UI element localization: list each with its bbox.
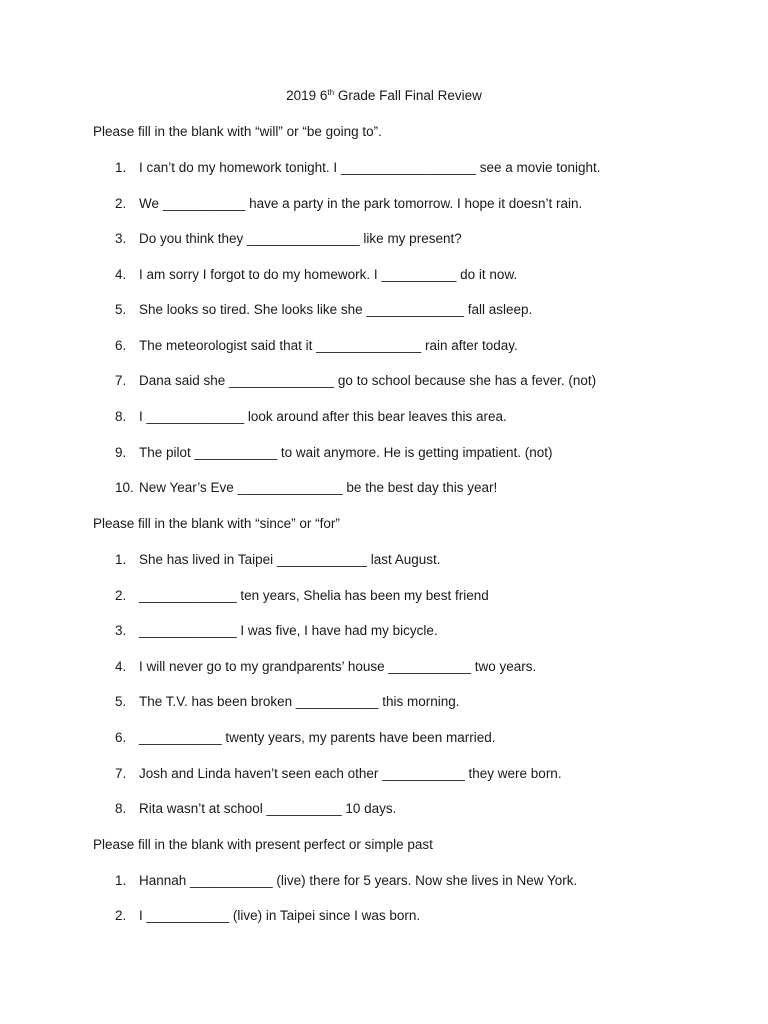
title-superscript: th <box>327 88 335 97</box>
question-number: 8. <box>115 801 127 816</box>
question-number: 2. <box>115 588 127 603</box>
question-number: 1. <box>115 160 127 175</box>
question-number: 7. <box>115 766 127 781</box>
question-text: _____________ ten years, Shelia has been my best friend <box>139 588 489 603</box>
question-item <box>115 445 553 460</box>
question-number: 7. <box>115 373 127 388</box>
question-number: 8. <box>115 409 127 424</box>
question-number: 1. <box>115 873 127 888</box>
question-item <box>115 160 601 175</box>
section-2-instruction: Please fill in the blank with “since” or “for” <box>93 516 340 531</box>
question-item <box>115 267 517 282</box>
question-number: 1. <box>115 552 127 567</box>
question-item <box>115 873 577 888</box>
title-rest: Grade Fall Final Review <box>334 88 482 103</box>
question-item <box>115 480 497 495</box>
question-item <box>115 908 420 923</box>
question-text: I _____________ look around after this bear leaves this area. <box>139 409 507 424</box>
question-text: I am sorry I forgot to do my homework. I __________ do it now. <box>139 267 518 282</box>
section-3-instruction: Please fill in the blank with present perfect or simple past <box>93 837 433 852</box>
question-item <box>115 730 495 745</box>
question-text: Do you think they _______________ like my present? <box>139 231 462 246</box>
question-item <box>115 302 532 317</box>
question-number: 2. <box>115 908 127 923</box>
question-number: 4. <box>115 267 127 282</box>
question-text: New Year’s Eve ______________ be the best day this year! <box>139 480 498 495</box>
question-text: _____________ I was five, I have had my bicycle. <box>139 623 438 638</box>
question-text: Hannah ___________ (live) there for 5 years. Now she lives in New York. <box>139 873 578 888</box>
question-item <box>115 766 562 781</box>
question-text: Rita wasn’t at school __________ 10 days. <box>139 801 397 816</box>
question-text: The T.V. has been broken ___________ this morning. <box>139 694 460 709</box>
question-item <box>115 801 396 816</box>
question-number: 6. <box>115 338 127 353</box>
question-number: 4. <box>115 659 127 674</box>
question-item <box>115 196 582 211</box>
question-item <box>115 659 536 674</box>
page-title <box>0 88 768 103</box>
question-item <box>115 409 507 424</box>
question-number: 6. <box>115 730 127 745</box>
question-text: She has lived in Taipei ____________ last August. <box>139 552 441 567</box>
question-text: ___________ twenty years, my parents have been married. <box>139 730 496 745</box>
question-number: 5. <box>115 302 127 317</box>
question-text: We ___________ have a party in the park tomorrow. I hope it doesn’t rain. <box>139 196 583 211</box>
question-number: 10. <box>115 480 134 495</box>
section-1-instruction: Please fill in the blank with “will” or “be going to”. <box>93 124 382 139</box>
question-number: 2. <box>115 196 127 211</box>
question-item <box>115 338 518 353</box>
question-item <box>115 231 462 246</box>
question-text: The pilot ___________ to wait anymore. He is getting impatient. (not) <box>139 445 553 460</box>
question-number: 3. <box>115 623 127 638</box>
question-number: 5. <box>115 694 127 709</box>
question-item <box>115 373 596 388</box>
question-item <box>115 623 438 638</box>
question-text: I ___________ (live) in Taipei since I was born. <box>139 908 421 923</box>
question-text: Josh and Linda haven’t seen each other ___________ they were born. <box>139 766 562 781</box>
question-number: 3. <box>115 231 127 246</box>
question-item <box>115 588 489 603</box>
question-text: I will never go to my grandparents’ house ___________ two years. <box>139 659 537 674</box>
question-text: I can’t do my homework tonight. I __________________ see a movie tonight. <box>139 160 601 175</box>
question-number: 9. <box>115 445 127 460</box>
question-text: She looks so tired. She looks like she _____________ fall asleep. <box>139 302 533 317</box>
question-text: The meteorologist said that it ______________ rain after today. <box>139 338 518 353</box>
question-item <box>115 694 460 709</box>
title-year: 2019 6 <box>286 88 328 103</box>
question-text: Dana said she ______________ go to school because she has a fever. (not) <box>139 373 597 388</box>
question-item <box>115 552 440 567</box>
